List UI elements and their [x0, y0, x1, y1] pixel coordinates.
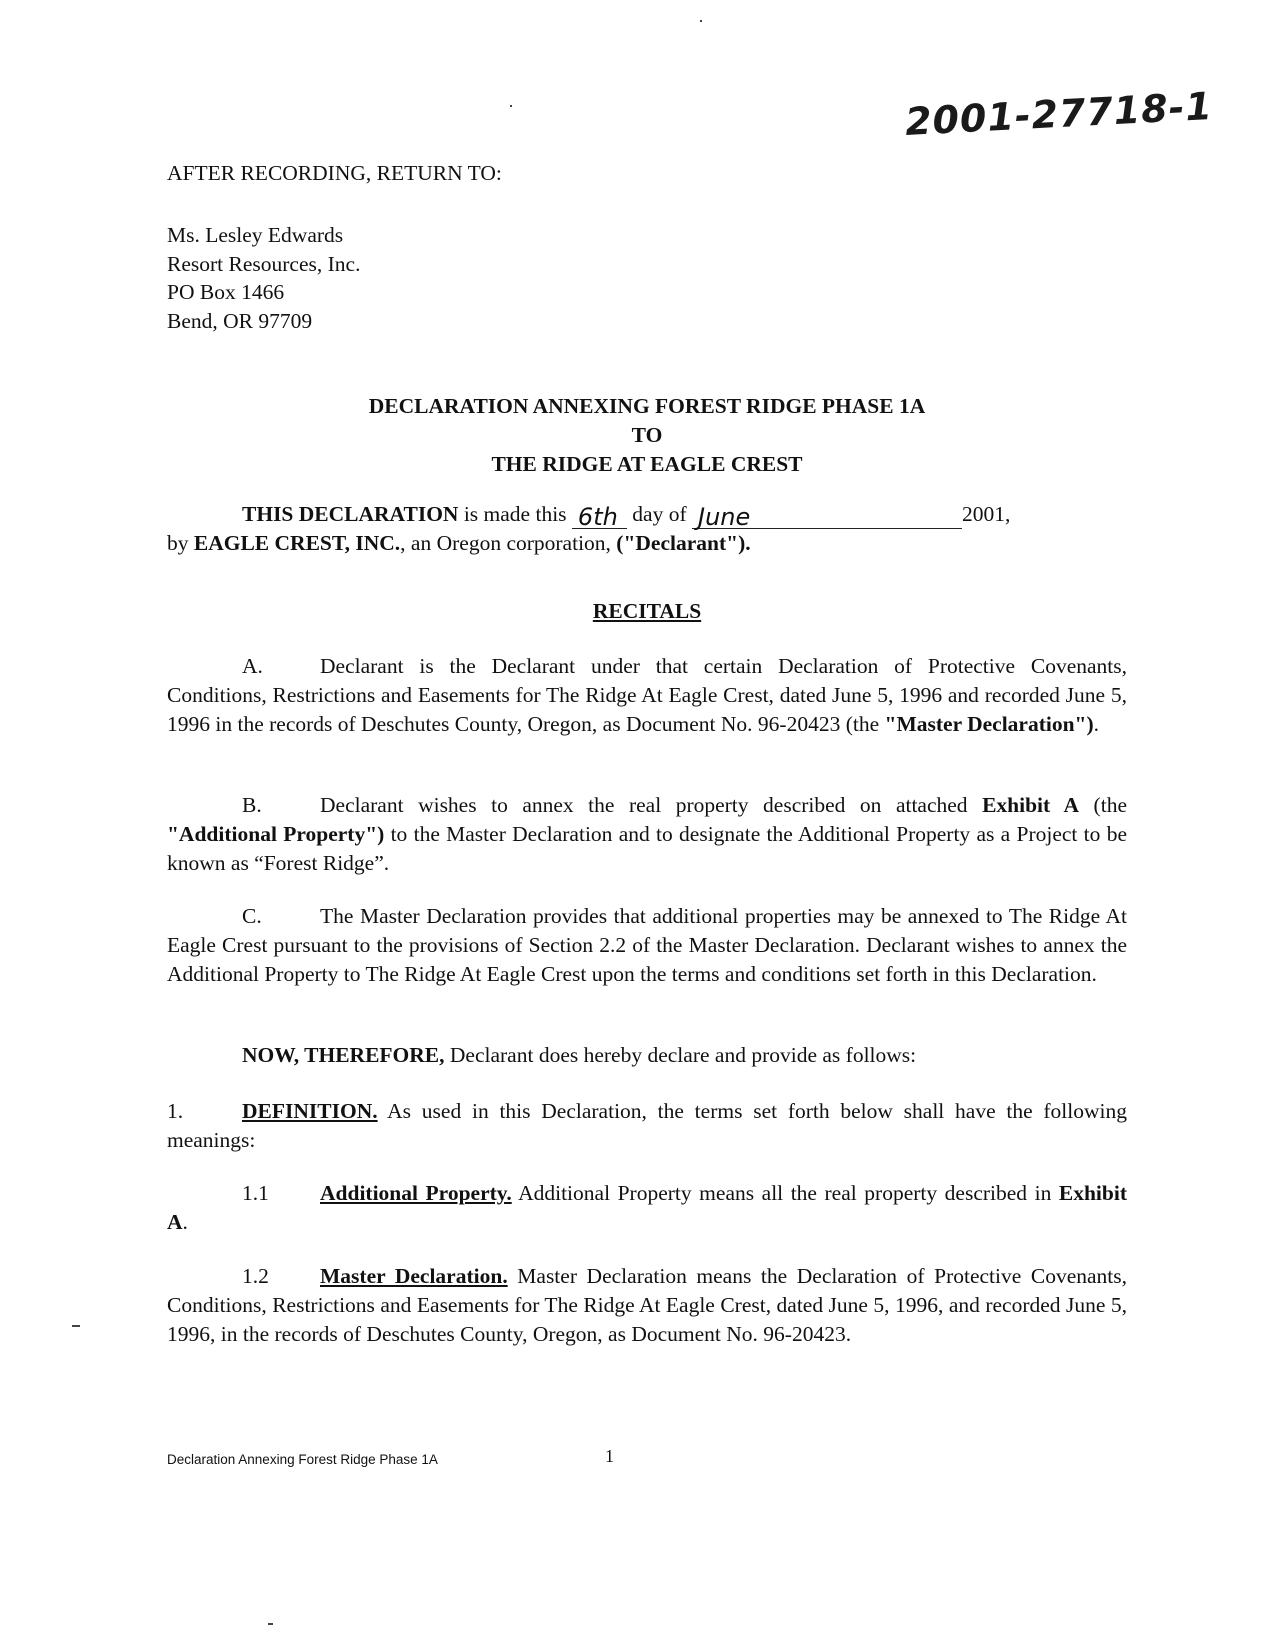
- section-1-1-text: Additional Property means all the real property described in: [511, 1181, 1059, 1205]
- intro-made-this: is made this: [458, 502, 572, 526]
- section-number: 1.1: [242, 1181, 269, 1205]
- now-therefore-bold: NOW, THEREFORE,: [242, 1043, 445, 1067]
- title-line: THE RIDGE AT EAGLE CREST: [491, 452, 803, 476]
- intro-corp: , an Oregon corporation,: [400, 531, 617, 555]
- recital-c: [167, 902, 1127, 989]
- section-heading: Additional Property.: [320, 1181, 512, 1205]
- section-heading: Master Declaration.: [320, 1264, 508, 1288]
- intro-by: by: [167, 531, 194, 555]
- scan-speck: [700, 20, 702, 22]
- recital-a-text: Declarant is the Declarant under that certain Declaration of Protective Covenants, Conditions, Restrictions and Easements for The Ridge At Eagle Crest, dated June 5, 1996 and recorded June 5, 1996 in the records of Deschutes County, Oregon, as Document No. 96-20423 (the: [167, 654, 1127, 736]
- month-field: [692, 503, 962, 531]
- day-value: 6th: [577, 503, 618, 531]
- recital-a-bold: "Master Declaration"): [884, 712, 1094, 736]
- scan-speck: [72, 1325, 80, 1327]
- recital-a-end: .: [1093, 712, 1100, 736]
- address-line: Ms. Lesley Edwards: [167, 223, 344, 247]
- recital-letter: B.: [242, 793, 262, 817]
- month-value: June: [698, 503, 751, 531]
- recital-b-text: Declarant wishes to annex the real property described on attached: [320, 793, 983, 817]
- intro-year: 2001,: [962, 502, 1011, 526]
- recital-b-mid: (the: [1079, 793, 1133, 817]
- page-number: 1: [605, 1446, 614, 1466]
- address-line: Resort Resources, Inc.: [167, 251, 361, 276]
- intro-paragraph: [167, 500, 1127, 558]
- section-number: 1.: [167, 1099, 184, 1123]
- address-line: PO Box 1466: [167, 280, 285, 304]
- return-to-label: AFTER RECORDING, RETURN TO:: [167, 161, 502, 185]
- day-field: [572, 503, 627, 531]
- recital-b-bold2: "Additional Property"): [167, 822, 385, 846]
- address-line: Bend, OR 97709: [167, 308, 313, 333]
- recital-b-end: to the Master Declaration and to designate the Additional Property as a Project to be known as “Forest Ridge”.: [167, 822, 1127, 875]
- section-1-text: As used in this Declaration, the terms set forth below shall have the following meanings:: [167, 1099, 1127, 1152]
- declarant-term: ("Declarant").: [616, 531, 751, 555]
- section-1: [167, 1097, 1127, 1155]
- recital-c-text: The Master Declaration provides that additional properties may be annexed to The Ridge At Eagle Crest pursuant to the provisions of Section 2.2 of the Master Declaration. Declarant wishes to annex the Additional Property to The Ridge At Eagle Crest upon the terms and conditions set forth in this Declaration.: [167, 904, 1127, 986]
- return-address: [167, 221, 360, 335]
- now-therefore: [167, 1041, 1127, 1070]
- footer-title: Declaration Annexing Forest Ridge Phase 1A: [167, 1452, 438, 1467]
- recital-b-bold1: Exhibit A: [982, 793, 1080, 817]
- now-therefore-text: Declarant does hereby declare and provide as follows:: [444, 1043, 917, 1067]
- scan-speck: [510, 105, 512, 107]
- section-heading: DEFINITION.: [242, 1099, 378, 1123]
- recital-b: [167, 791, 1133, 878]
- intro-day-of: day of: [626, 502, 692, 526]
- section-number: 1.2: [242, 1264, 269, 1288]
- title-line: TO: [631, 423, 663, 447]
- section-1-2: [167, 1262, 1127, 1349]
- section-1-1-bold: Exhibit A: [167, 1181, 1127, 1234]
- section-1-1-end: .: [182, 1210, 188, 1234]
- section-1-2-text: Master Declaration means the Declaration of Protective Covenants, Conditions, Restrictions and Easements for The Ridge At Eagle Crest, dated June 5, 1996, and recorded June 5, 1996, in the records of Deschutes County, Oregon, as Document No. 96-20423.: [167, 1264, 1127, 1346]
- document-title: [167, 392, 1127, 479]
- scan-speck: [268, 1623, 273, 1625]
- recitals-heading: RECITALS: [592, 599, 702, 623]
- recital-letter: A.: [242, 654, 263, 678]
- record-number: 2001-27718-1: [904, 83, 1214, 145]
- title-line: DECLARATION ANNEXING FOREST RIDGE PHASE 1A: [368, 394, 926, 418]
- section-1-1: [167, 1179, 1127, 1237]
- company-name: EAGLE CREST, INC.: [193, 531, 401, 555]
- recital-a: [167, 652, 1127, 739]
- intro-lead: THIS DECLARATION: [242, 502, 459, 526]
- recital-letter: C.: [242, 904, 262, 928]
